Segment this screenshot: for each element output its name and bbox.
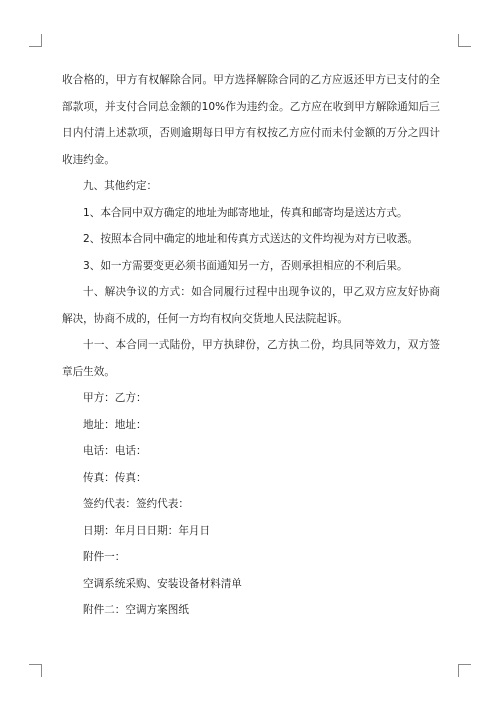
section-dispute-resolution: 十、解决争议的方式：如合同履行过程中出现争议的，甲乙双方应友好协商解决，协商不成的，任何一方均有权向交货地人民法院起诉。 bbox=[62, 286, 440, 325]
signature-party-line: 甲方：乙方： bbox=[83, 392, 147, 404]
crop-mark-bottom-left bbox=[29, 664, 42, 677]
paragraph-termination-continued: 收合格的，甲方有权解除合同。甲方选择解除合同的乙方应返还甲方已支付的全部款项，并支付合同总金额的10%作为违约金。乙方应在收到甲方解除通知后三日内付清上述款项，否则逾期每日甲方有权按乙方应付而未付金额的万分之四计收违约金。 bbox=[62, 74, 440, 166]
signature-representative-line: 签约代表：签约代表： bbox=[83, 498, 189, 510]
attachment-1-label: 附件一： bbox=[83, 551, 126, 563]
crop-mark-bottom-right bbox=[458, 664, 471, 677]
signature-fax-line: 传真：传真： bbox=[83, 471, 147, 484]
crop-mark-top-left bbox=[29, 34, 42, 47]
signature-date-line: 日期：年月日日期：年月日 bbox=[83, 524, 211, 537]
crop-mark-top-right bbox=[458, 34, 471, 47]
clause-9-3: 3、如一方需要变更必须书面通知另一方，否则承担相应的不利后果。 bbox=[83, 259, 408, 272]
section-heading-other-agreements: 九、其他约定： bbox=[83, 180, 158, 192]
signature-address-line: 地址：地址： bbox=[83, 418, 147, 431]
attachment-1-title: 空调系统采购、安装设备材料清单 bbox=[83, 577, 242, 590]
attachment-2-line: 附件二：空调方案图纸 bbox=[83, 604, 189, 616]
section-copies-effect: 十一、本合同一式陆份，甲方执肆份，乙方执二份，均具同等效力，双方签章后生效。 bbox=[62, 339, 440, 378]
signature-phone-line: 电话：电话： bbox=[83, 445, 147, 457]
document-body bbox=[62, 67, 440, 624]
clause-9-2: 2、按照本合同中确定的地址和传真方式送达的文件均视为对方已收悉。 bbox=[83, 233, 419, 245]
clause-9-1: 1、本合同中双方确定的地址为邮寄地址，传真和邮寄均是送达方式。 bbox=[83, 206, 408, 219]
